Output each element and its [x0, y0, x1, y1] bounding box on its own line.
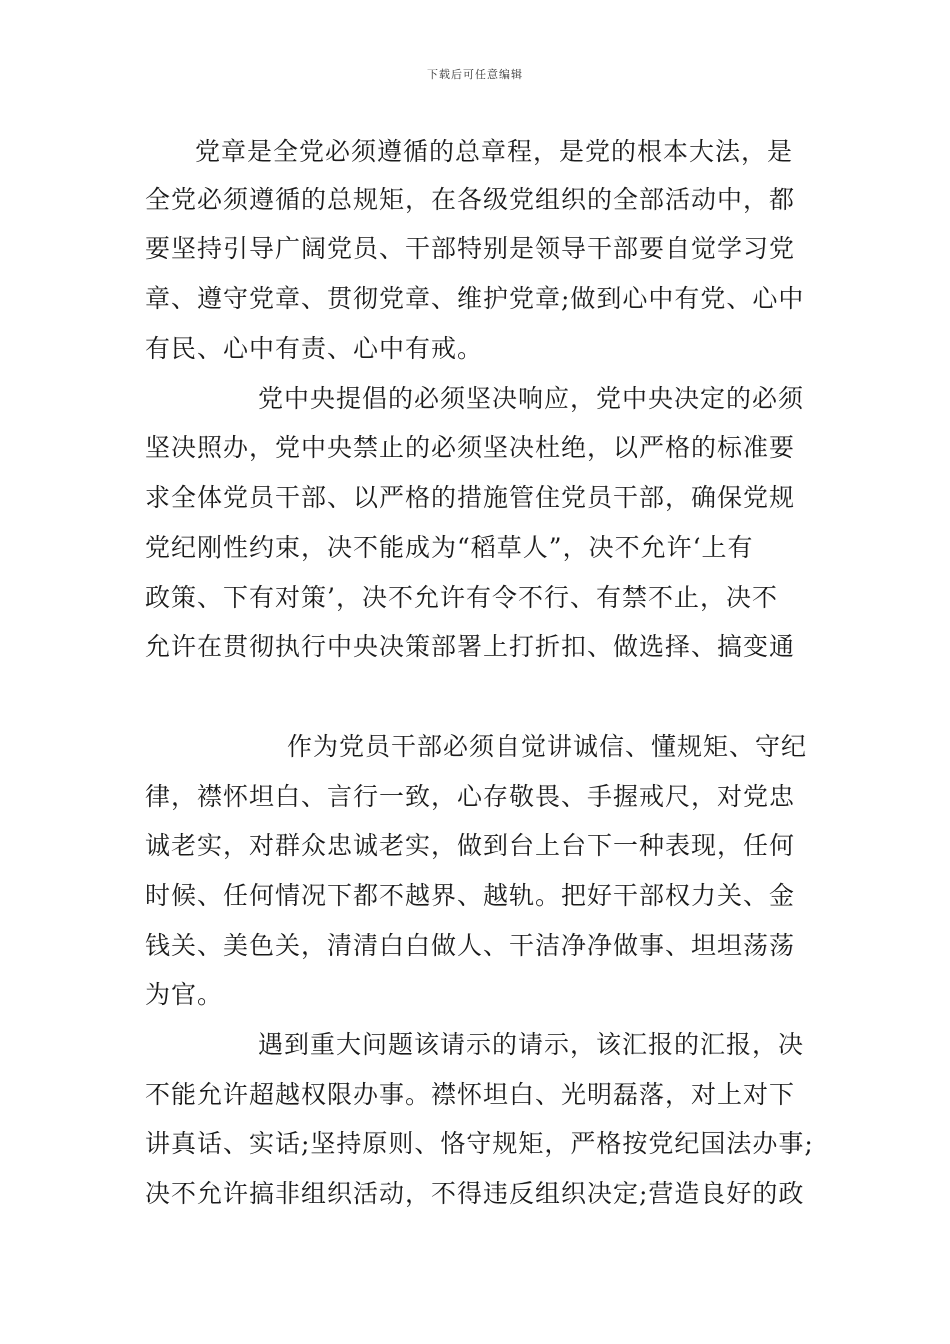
text-line: 讲真话、实话;坚持原则、恪守规矩，严格按党纪国法办事;: [145, 1129, 814, 1158]
text-line: 钱关、美色关，清清白白做人、干洁净净做事、坦坦荡荡: [145, 931, 796, 960]
text-line: 党纪刚性约束，决不能成为“稻草人”，决不允许‘上有: [145, 533, 754, 562]
text-line: 决不允许搞非组织活动，不得违反组织决定;营造良好的政: [145, 1179, 805, 1208]
text-line: 遇到重大问题该请示的请示，该汇报的汇报，决: [258, 1030, 805, 1059]
header-note: 下载后可任意编辑: [427, 68, 523, 81]
text-line: 律，襟怀坦白、言行一致，心存敬畏、手握戒尺，对党忠: [145, 782, 796, 811]
text-line: 作为党员干部必须自觉讲诚信、懂规矩、守纪: [287, 732, 808, 761]
text-line: 允许在贯彻执行中央决策部署上打折扣、做选择、搞变通: [145, 632, 796, 661]
text-line: 党章是全党必须遵循的总章程，是党的根本大法，是: [195, 137, 794, 166]
text-line: 求全体党员干部、以严格的措施管住党员干部，确保党规: [145, 483, 796, 512]
text-line: 有民、心中有责、心中有戒。: [145, 334, 484, 363]
text-line: 章、遵守党章、贯彻党章、维护党章;做到心中有党、心中: [145, 284, 805, 313]
text-line: 党中央提倡的必须坚决响应，党中央决定的必须: [258, 384, 805, 413]
text-line: 要坚持引导广阔党员、干部特别是领导干部要自觉学习党: [145, 234, 796, 263]
text-line: 为官。: [145, 980, 224, 1009]
text-line: 全党必须遵循的总规矩，在各级党组织的全部活动中，都: [145, 185, 796, 214]
text-line: 诚老实，对群众忠诚老实，做到台上台下一种表现，任何: [145, 831, 796, 860]
text-line: 政策、下有对策’，决不允许有令不行、有禁不止，决不: [145, 583, 778, 612]
text-line: 不能允许超越权限办事。襟怀坦白、光明磊落，对上对下: [145, 1080, 796, 1109]
text-line: 坚决照办，党中央禁止的必须坚决杜绝，以严格的标准要: [145, 433, 796, 462]
text-line: 时候、任何情况下都不越界、越轨。把好干部权力关、金: [145, 881, 796, 910]
